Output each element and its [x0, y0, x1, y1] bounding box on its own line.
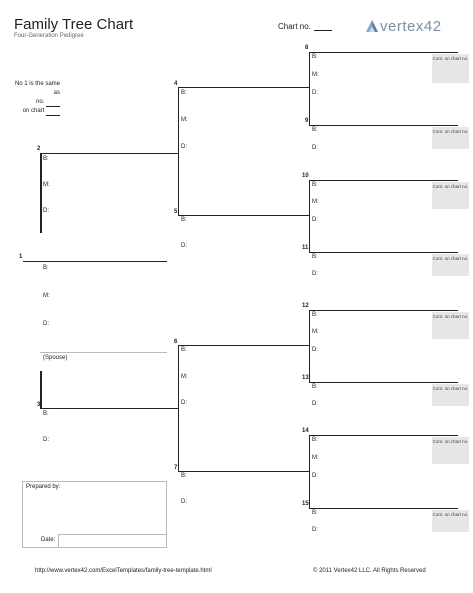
person-2-connector [40, 153, 42, 233]
person-10-died: D: [312, 217, 318, 223]
prepared-by-box[interactable] [22, 481, 167, 548]
person-4-married: M: [181, 117, 188, 123]
person-2-line[interactable] [40, 153, 178, 154]
person-12-born: B: [312, 312, 318, 318]
person-3-line[interactable] [40, 408, 178, 409]
note-line3 [12, 107, 60, 116]
person-4-number: 4 [174, 81, 178, 87]
footer-url[interactable]: http://www.vertex42.com/ExcelTemplates/family-tree-template.html [35, 568, 212, 574]
person-12-married: M: [312, 329, 319, 335]
person-15-number: 15 [302, 501, 309, 507]
person-2-number: 2 [37, 146, 41, 152]
page-subtitle: Four-Generation Pedigree [14, 33, 84, 39]
person-15-born: B: [312, 510, 318, 516]
person-13-died: D: [312, 401, 318, 407]
person-13-born: B: [312, 384, 318, 390]
note-chart-blank[interactable] [46, 109, 60, 116]
person-1-married: M: [43, 293, 50, 299]
person-3-connector [40, 371, 42, 409]
person-14-continued[interactable]: Cont. on chart no. [432, 437, 469, 464]
note-no-blank[interactable] [46, 100, 60, 107]
spouse-label: (Spouse) [43, 355, 68, 361]
brand-logo: vertex42 [380, 18, 442, 35]
person-4-born: B: [181, 90, 187, 96]
person-11-line[interactable] [309, 252, 458, 253]
person-4-line[interactable] [178, 87, 309, 88]
person-9-continued[interactable]: Cont. on chart no. [432, 127, 469, 149]
person-1-line[interactable] [23, 261, 167, 262]
person-15-died: D: [312, 527, 318, 533]
note-no-label: no. [35, 99, 45, 105]
person-13-line[interactable] [309, 382, 458, 383]
person-4-died: D: [181, 144, 187, 150]
person-9-born: B: [312, 127, 318, 133]
chart-number-line [314, 22, 332, 31]
person-9-line[interactable] [309, 125, 458, 126]
person-11-died: D: [312, 271, 318, 277]
person-6-died: D: [181, 400, 187, 406]
person-10-number: 10 [302, 173, 309, 179]
date-label: Date: [41, 537, 56, 543]
date-field[interactable] [58, 534, 166, 547]
person-10-11-connector [309, 180, 310, 252]
person-11-number: 11 [302, 245, 309, 251]
chart-number-label: Chart no. [278, 22, 311, 31]
person-7-born: B: [181, 473, 187, 479]
vertex42-logo-icon [364, 18, 380, 34]
person-7-died: D: [181, 499, 187, 505]
person-3-died: D: [43, 437, 49, 443]
person-12-13-connector [309, 310, 310, 382]
person-8-line[interactable] [309, 52, 458, 53]
person-8-married: M: [312, 72, 319, 78]
person-5-line[interactable] [178, 215, 309, 216]
person-2-married: M: [43, 182, 50, 188]
person-8-died: D: [312, 90, 318, 96]
person-14-line[interactable] [309, 435, 458, 436]
prepared-by-label: Prepared by: [26, 484, 61, 490]
person-15-continued[interactable]: Cont. on chart no. [432, 510, 469, 532]
person-6-born: B: [181, 347, 187, 353]
person-1-died: D: [43, 321, 49, 327]
person-10-continued[interactable]: Cont. on chart no. [432, 182, 469, 209]
page-title: Family Tree Chart [14, 16, 134, 33]
person-14-married: M: [312, 455, 319, 461]
person-12-died: D: [312, 347, 318, 353]
person-14-died: D: [312, 473, 318, 479]
person-3-number: 3 [37, 402, 41, 408]
person-8-born: B: [312, 54, 318, 60]
person-3-born: B: [43, 411, 49, 417]
person-11-continued[interactable]: Cont. on chart no. [432, 254, 469, 276]
person-13-number: 13 [302, 375, 309, 381]
person-8-number: 8 [305, 45, 309, 51]
person-12-continued[interactable]: Cont. on chart no. [432, 312, 469, 339]
person-6-married: M: [181, 374, 188, 380]
footer-copyright: © 2011 Vertex42 LLC. All Rights Reserved [313, 568, 426, 574]
person-9-died: D: [312, 145, 318, 151]
person-4-5-connector [178, 87, 179, 215]
person-6-line[interactable] [178, 345, 309, 346]
person-10-line[interactable] [309, 180, 458, 181]
person-7-line[interactable] [178, 471, 309, 472]
person-5-born: B: [181, 217, 187, 223]
person-12-line[interactable] [309, 310, 458, 311]
person-14-15-connector [309, 435, 310, 508]
person-2-born: B: [43, 156, 49, 162]
chart-number-field[interactable] [278, 22, 332, 31]
note-line1: No 1 is the same as [14, 81, 60, 96]
person-14-born: B: [312, 437, 318, 443]
person-1-born: B: [43, 265, 49, 271]
person-8-continued[interactable]: Cont. on chart no. [432, 54, 469, 83]
person-15-line[interactable] [309, 508, 458, 509]
person-6-number: 6 [174, 339, 178, 345]
spouse-line[interactable] [40, 352, 167, 353]
person-1-number: 1 [19, 254, 23, 260]
person-10-married: M: [312, 199, 319, 205]
person-13-continued[interactable]: Cont. on chart no. [432, 384, 469, 406]
person-5-died: D: [181, 243, 187, 249]
person-14-number: 14 [302, 428, 309, 434]
note-box [12, 80, 60, 116]
person-7-number: 7 [174, 465, 178, 471]
note-chart-label: on chart [22, 108, 45, 114]
person-11-born: B: [312, 254, 318, 260]
person-2-died: D: [43, 208, 49, 214]
person-6-7-connector [178, 345, 179, 471]
person-12-number: 12 [302, 303, 309, 309]
person-9-number: 9 [305, 118, 309, 124]
note-line2 [12, 98, 60, 107]
person-8-9-connector [309, 52, 310, 125]
person-5-number: 5 [174, 209, 178, 215]
person-10-born: B: [312, 182, 318, 188]
